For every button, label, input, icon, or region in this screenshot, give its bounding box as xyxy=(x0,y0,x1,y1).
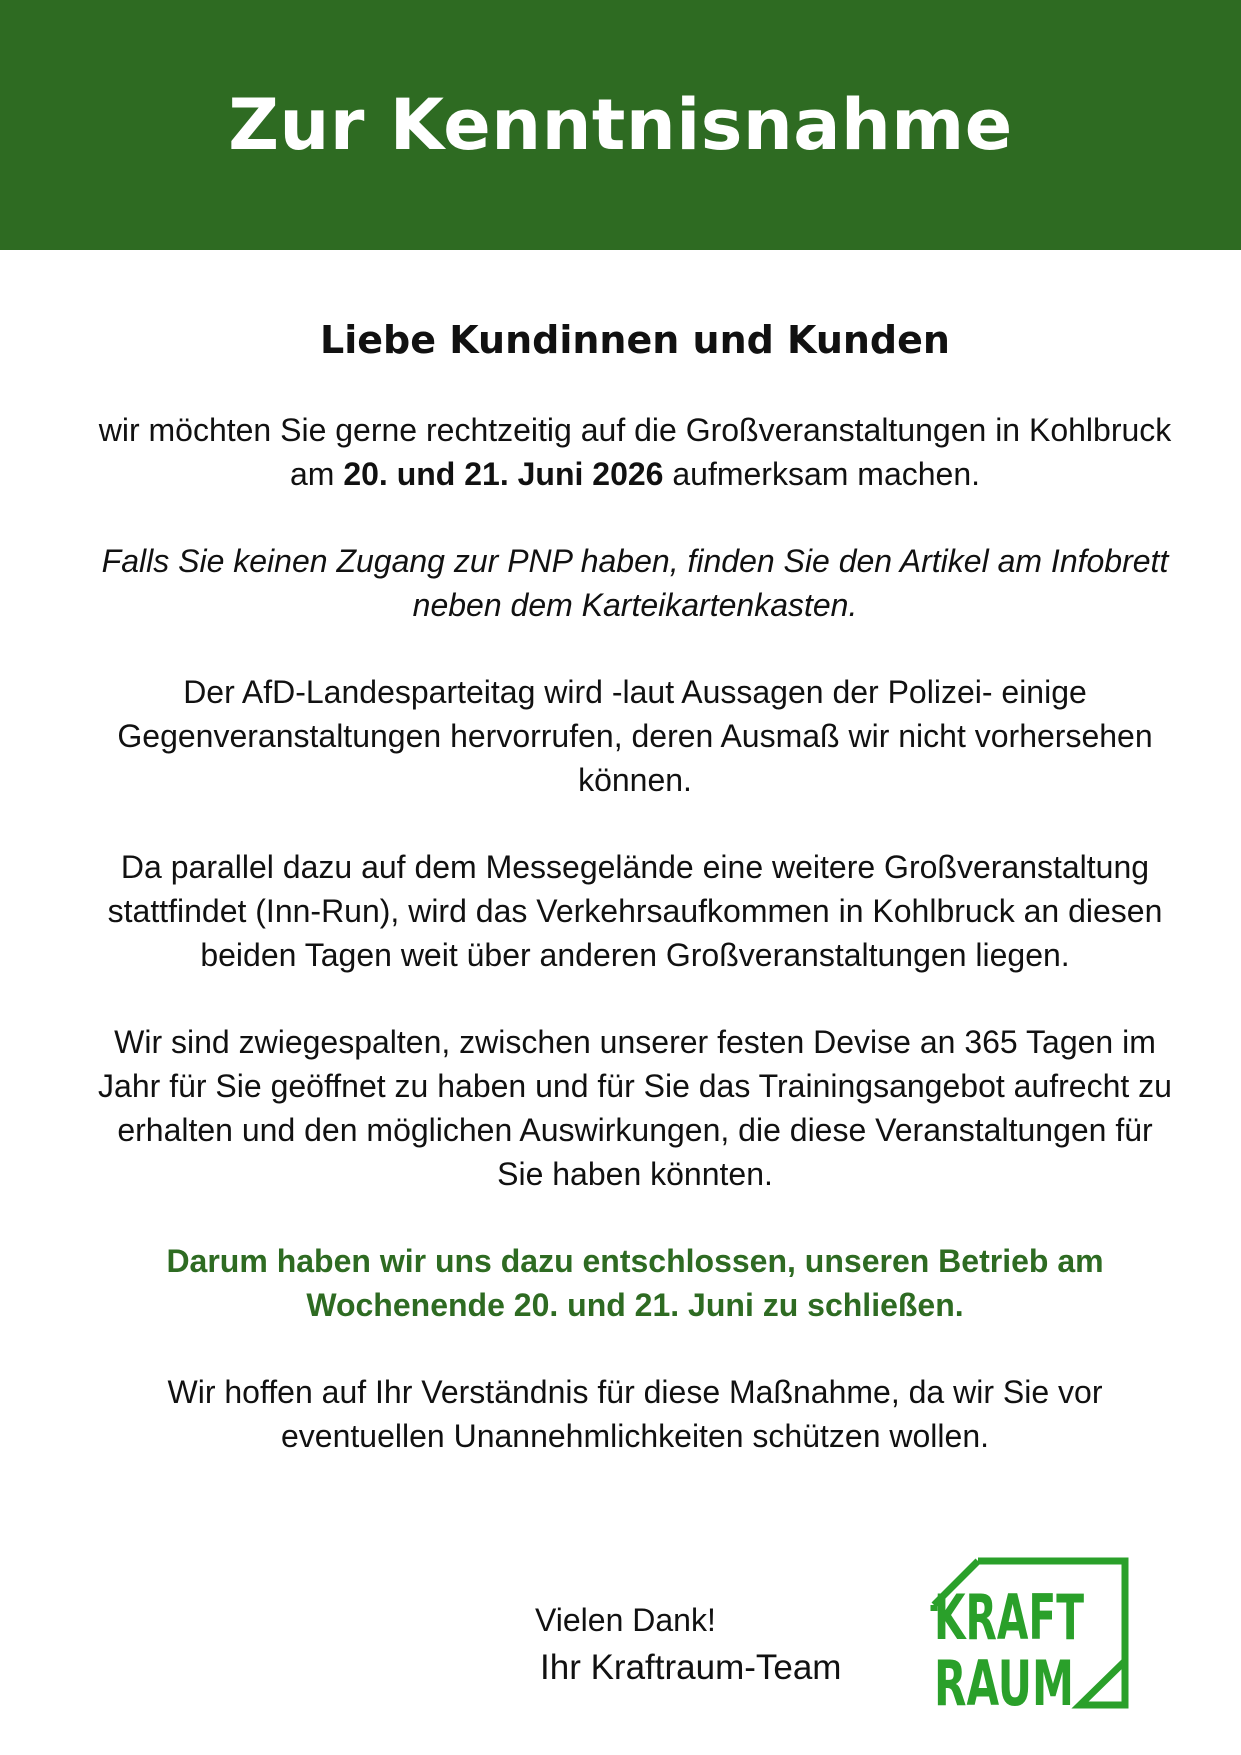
greeting-heading: Liebe Kundinnen und Kunden xyxy=(320,318,950,362)
paragraph-understanding: Wir hoffen auf Ihr Verständnis für diese Maßnahme, da wir Sie vor eventuellen Unannehmlichkeiten schützen wollen. xyxy=(167,1373,1103,1454)
thanks-text: Vielen Dank! xyxy=(535,1602,716,1638)
intro-text-start: wir möchten Sie gerne rechtzeitig auf die Großveranstaltungen in Kohlbruck am xyxy=(98,411,1172,492)
logo-text-kraft: KRAFT xyxy=(934,1581,1084,1654)
intro-text-end: aufmerksam machen. xyxy=(663,455,981,492)
event-dates: 20. und 21. Juni 2026 xyxy=(343,455,664,492)
paragraph-traffic: Da parallel dazu auf dem Messegelände eine weitere Großveranstaltung stattfindet (Inn-Run), wird das Verkehrsaufkommen in Kohlbruck an diesen beiden Tagen weit über anderen Großveranstaltungen liegen. xyxy=(107,848,1163,973)
header-banner xyxy=(0,0,1241,250)
paragraph-article-note: Falls Sie keinen Zugang zur PNP haben, finden Sie den Artikel am Infobrett neben dem Karteikartenkasten. xyxy=(101,542,1169,623)
paragraph-closure-notice: Darum haben wir uns dazu entschlossen, unseren Betrieb am Wochenende 20. und 21. Juni zu schließen. xyxy=(166,1242,1104,1323)
team-signature: Ihr Kraftraum-Team xyxy=(540,1648,842,1687)
letter-body xyxy=(90,318,1180,1501)
paragraph-party-convention: Der AfD-Landesparteitag wird -laut Aussagen der Polizei- einige Gegenveranstaltungen hervorrufen, deren Ausmaß wir nicht vorhersehen können. xyxy=(117,673,1153,798)
logo-text-raum: RAUM xyxy=(934,1647,1074,1720)
kraftraum-logo xyxy=(930,1557,1130,1720)
paragraph-dilemma: Wir sind zwiegespalten, zwischen unserer festen Devise an 365 Tagen im Jahr für Sie geöffnet zu haben und für Sie das Trainingsangebot aufrecht zu erhalten und den möglichen Auswirkungen, die diese Veranstaltungen für Sie haben könnten. xyxy=(98,1023,1172,1192)
paragraph-intro xyxy=(90,408,1180,496)
page-title: Zur Kenntnisnahme xyxy=(228,84,1013,166)
